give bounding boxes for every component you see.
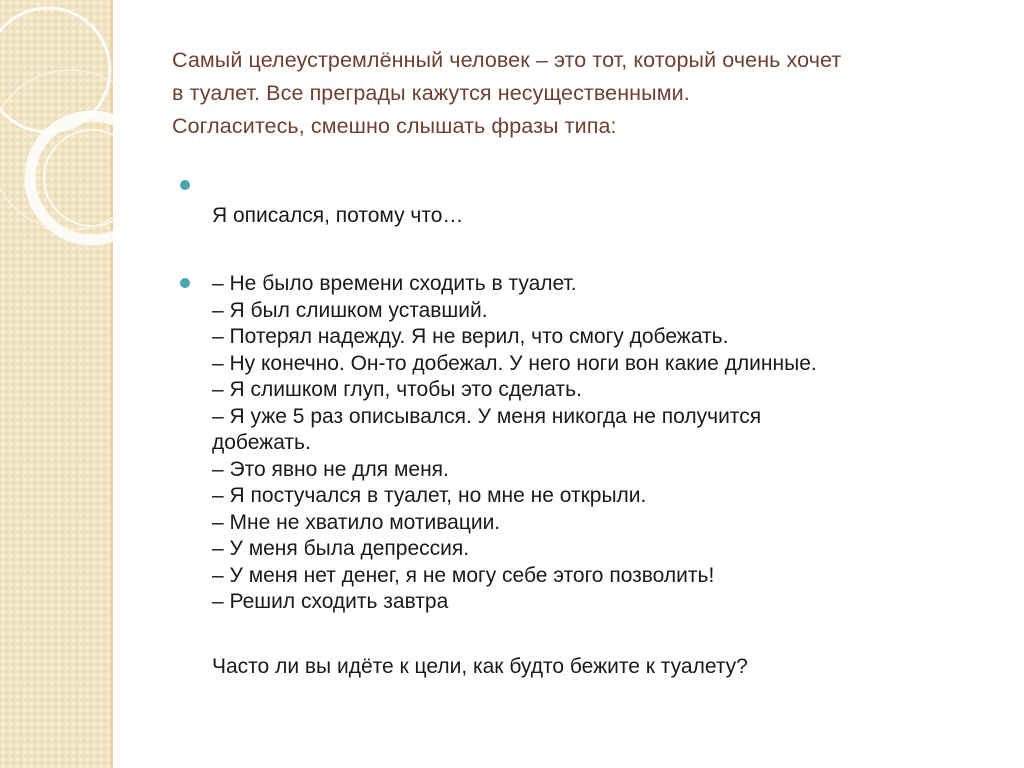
list-item: – У меня была депрессия.	[212, 537, 470, 560]
list-item: – Я слишком глуп, чтобы это сделать.	[212, 378, 582, 401]
bullet-second-list	[212, 271, 817, 616]
list-item: – Я уже 5 раз описывался. У меня никогда не получится	[212, 404, 762, 428]
list-item: – Не было времени сходить в туалет.	[212, 272, 577, 295]
decorative-rings	[0, 0, 120, 260]
closing-question-text: Часто ли вы идёте к цели, как будто бежите к туалету?	[212, 655, 748, 678]
title-line: Самый целеустремлённый человек – это тот, который очень хочет	[172, 48, 842, 72]
list-item: – Я постучался в туалет, но мне не открыли.	[212, 484, 647, 507]
title-line: Согласитесь, смешно слышать фразы типа:	[172, 114, 617, 138]
bullet-first-text: Я описался, потому что…	[212, 204, 464, 227]
list-item: – Потерял надежду. Я не верил, что смогу добежать.	[212, 325, 729, 348]
list-item: – Ну конечно. Он-то добежал. У него ноги вон какие длинные.	[212, 351, 817, 375]
title-line: в туалет. Все преграды кажутся несущественными.	[172, 81, 690, 105]
bullet-dot	[180, 278, 190, 288]
list-item: – Мне не хватило мотивации.	[212, 510, 501, 534]
list-item: – Решил сходить завтра	[212, 590, 449, 613]
ring-faint	[0, 70, 120, 230]
list-item: – Я был слишком уставший.	[212, 298, 488, 322]
closing-question	[212, 654, 748, 681]
list-item: – Это явно не для меня.	[212, 457, 449, 481]
ring-middle-inner	[44, 130, 120, 226]
bullet-first	[212, 203, 463, 230]
slide-title	[172, 44, 992, 143]
list-item: – У меня нет денег, я не могу себе этого позволить!	[212, 563, 715, 587]
bullet-dot	[180, 180, 190, 190]
list-item: добежать.	[212, 431, 311, 454]
